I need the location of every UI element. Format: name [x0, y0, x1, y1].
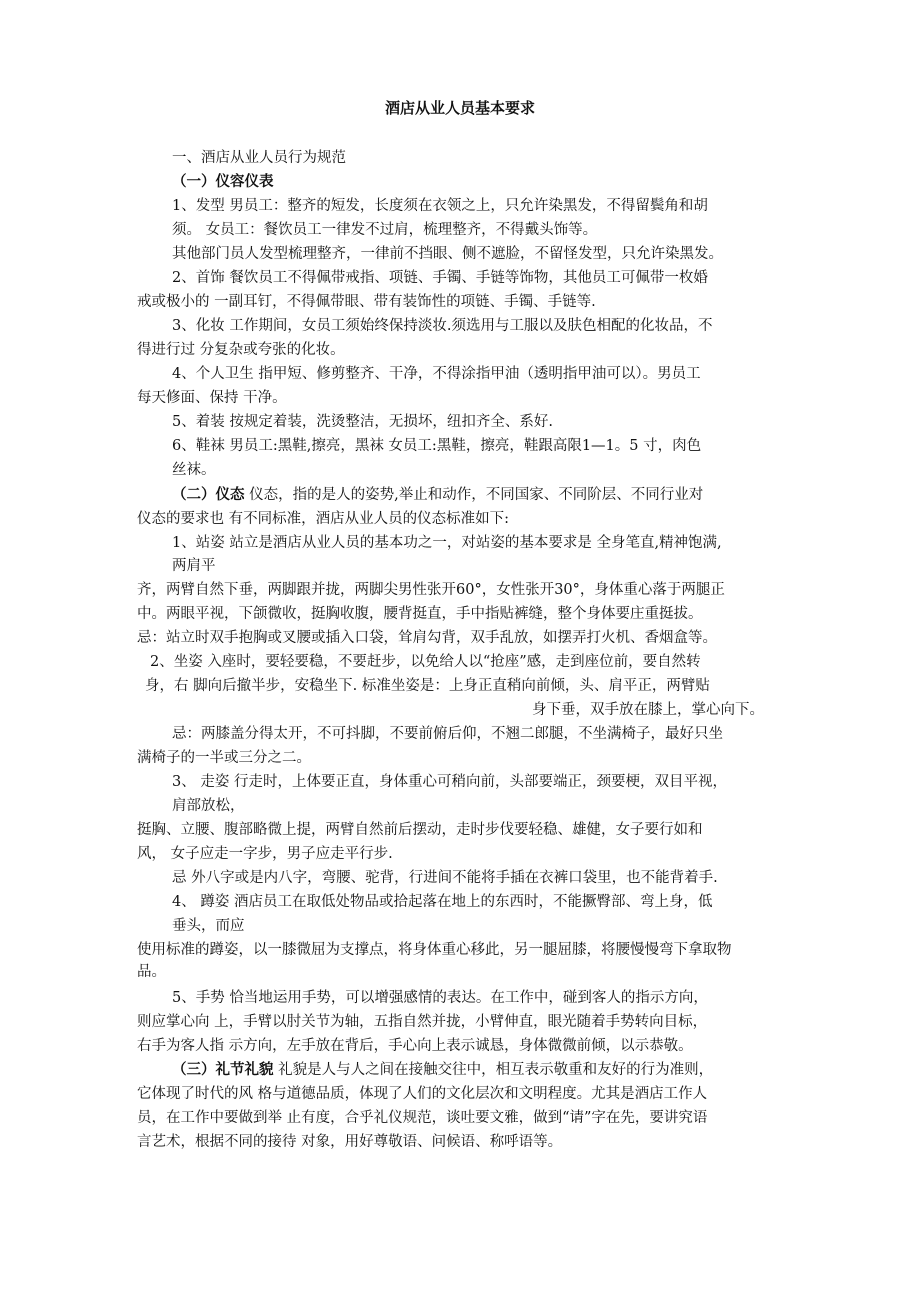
paragraph-line: 每天修面、保持 干净。 — [137, 390, 287, 406]
paragraph-line: 6、鞋袜 男员工:黑鞋,擦亮，黑袜 女员工:黑鞋，擦亮，鞋跟高限1—1。5 寸，肉色 — [172, 438, 702, 454]
document-title: 酒店从业人员基本要求 — [384, 99, 535, 117]
paragraph-line: 忌：两膝盖分得太开，不可抖脚，不要前俯后仰，不翘二郎腿，不坐满椅子，最好只坐 — [172, 726, 723, 742]
paragraph-line: 3、化妆 工作期间，女员工须始终保持淡妆.须选用与工服以及肤色相配的化妆品，不 — [172, 318, 713, 334]
paragraph-line: 垂头，而应 — [172, 918, 245, 934]
paragraph-line: 1、站姿 站立是酒店从业人员的基本功之一，对站姿的基本要求是 全身笔直,精神饱满, — [172, 535, 722, 551]
paragraph-line: 身下垂，双手放在膝上，掌心向下。 — [532, 702, 764, 718]
paragraph-line: 4、个人卫生 指甲短、修剪整齐、干净，不得涂指甲油（透明指甲油可以）。男员工 — [172, 366, 701, 382]
paragraph-line: 须。 女员工：餐饮员工一律发不过肩，梳理整齐，不得戴头饰等。 — [172, 222, 598, 238]
paragraph-line: 仪态的要求也 有不同标准，酒店从业人员的仪态标准如下: — [137, 511, 509, 527]
subsection-heading: （一）仪容仪表 — [172, 173, 274, 190]
paragraph-text: 礼貌是人与人之间在接触交往中，相互表示敬重和友好的行为准则， — [278, 1062, 714, 1078]
paragraph-line: 满椅子的一半或三分之二。 — [137, 750, 311, 766]
paragraph-line: 丝袜。 — [172, 462, 216, 478]
paragraph-line: 戒或极小的 一副耳钉，不得佩带眼、带有装饰性的项链、手镯、手链等. — [137, 294, 596, 310]
paragraph-text: 仪态，指的是人的姿势,举止和动作，不同国家、不同阶层、不同行业对 — [249, 487, 704, 503]
paragraph-line: 右手为客人指 示方向，左手放在背后，手心向上表示诚恳，身体微微前倾，以示恭敬。 — [137, 1038, 693, 1054]
paragraph-line: 员，在工作中要做到举 止有度，合乎礼仪规范，谈吐要文雅，做到“请”字在先，要讲究语 — [137, 1110, 708, 1126]
paragraph-line: 中。两眼平视，下颌微收，挺胸收腹，腰背挺直，手中指贴裤缝，整个身体要庄重挺拔。 — [137, 606, 703, 622]
paragraph-line: 4、 蹲姿 酒店员工在取低处物品或拾起落在地上的东西时，不能撅臀部、弯上身，低 — [172, 894, 713, 910]
paragraph-line: 风， 女子应走一字步，男子应走平行步. — [137, 846, 393, 862]
subsection-heading: （二）仪态 — [172, 486, 245, 503]
paragraph-line: 5、着装 按规定着装，洗烫整洁，无损坏，纽扣齐全、系好. — [172, 414, 553, 430]
paragraph-line: 挺胸、立腰、腹部略微上提，两臂自然前后摆动，走时步伐要轻稳、雄健，女子要行如和 — [137, 822, 703, 838]
paragraph-line: 3、 走姿 行走时，上体要正直，身体重心可稍向前，头部要端正，颈要梗，双目平视， — [172, 774, 727, 790]
paragraph-line: 两肩平 — [172, 558, 216, 574]
paragraph-line: 1、发型 男员工：整齐的短发，长度须在衣领之上，只允许染黑发，不得留鬓角和胡 — [172, 198, 708, 214]
paragraph-line: 其他部门员人发型梳理整齐，一律前不挡眼、侧不遮脸，不留怪发型，只允许染黑发。 — [172, 246, 723, 262]
section-heading: 一、酒店从业人员行为规范 — [172, 150, 346, 166]
paragraph-line: 2、首饰 餐饮员工不得佩带戒指、项链、手镯、手链等饰物，其他员工可佩带一枚婚 — [172, 270, 708, 286]
paragraph-line: 齐，两臂自然下垂，两脚跟并拢，两脚尖男性张开60°，女性张开30°，身体重心落于两腿正 — [137, 582, 725, 598]
paragraph-line: 忌：站立时双手抱胸或叉腰或插入口袋，耸肩勾背，双手乱放，如摆弄打火机、香烟盒等。 — [137, 630, 717, 646]
paragraph-line: 2、坐姿 入座时，要轻要稳，不要赶步，以免给人以“抢座”感，走到座位前，要自然转 — [150, 654, 701, 670]
paragraph-line: 它体现了时代的风 格与道德品质，体现了人们的文化层次和文明程度。尤其是酒店工作人 — [137, 1086, 708, 1102]
paragraph-line: 肩部放松， — [172, 798, 245, 814]
subsection-heading: （三）礼节礼貌 — [172, 1061, 274, 1078]
paragraph-line: 品。 — [137, 964, 166, 980]
paragraph-line: 身，右 脚向后撤半步，安稳坐下. 标准坐姿是：上身正直稍向前倾，头、肩平正，两臂贴 — [145, 678, 710, 694]
paragraph-line — [172, 1060, 713, 1080]
paragraph-line: 使用标准的蹲姿，以一膝微屈为支撑点，将身体重心移此，另一腿屈膝，将腰慢慢弯下拿取物 — [137, 942, 732, 958]
paragraph-line: 则应掌心向 上，手臂以肘关节为轴，五指自然并拢，小臂伸直，眼光随着手势转向目标， — [137, 1014, 708, 1030]
paragraph-line — [172, 485, 703, 505]
paragraph-line: 得进行过 分复杂或夸张的化妆。 — [137, 342, 345, 358]
paragraph-line: 忌 外八字或是内八字，弯腰、驼背，行进间不能将手插在衣裤口袋里，也不能背着手. — [172, 870, 718, 886]
paragraph-line: 言艺术，根据不同的接待 对象，用好尊敬语、问候语、称呼语等。 — [137, 1134, 563, 1150]
paragraph-line: 5、手势 恰当地运用手势，可以增强感情的表达。在工作中，碰到客人的指示方向， — [172, 990, 708, 1006]
